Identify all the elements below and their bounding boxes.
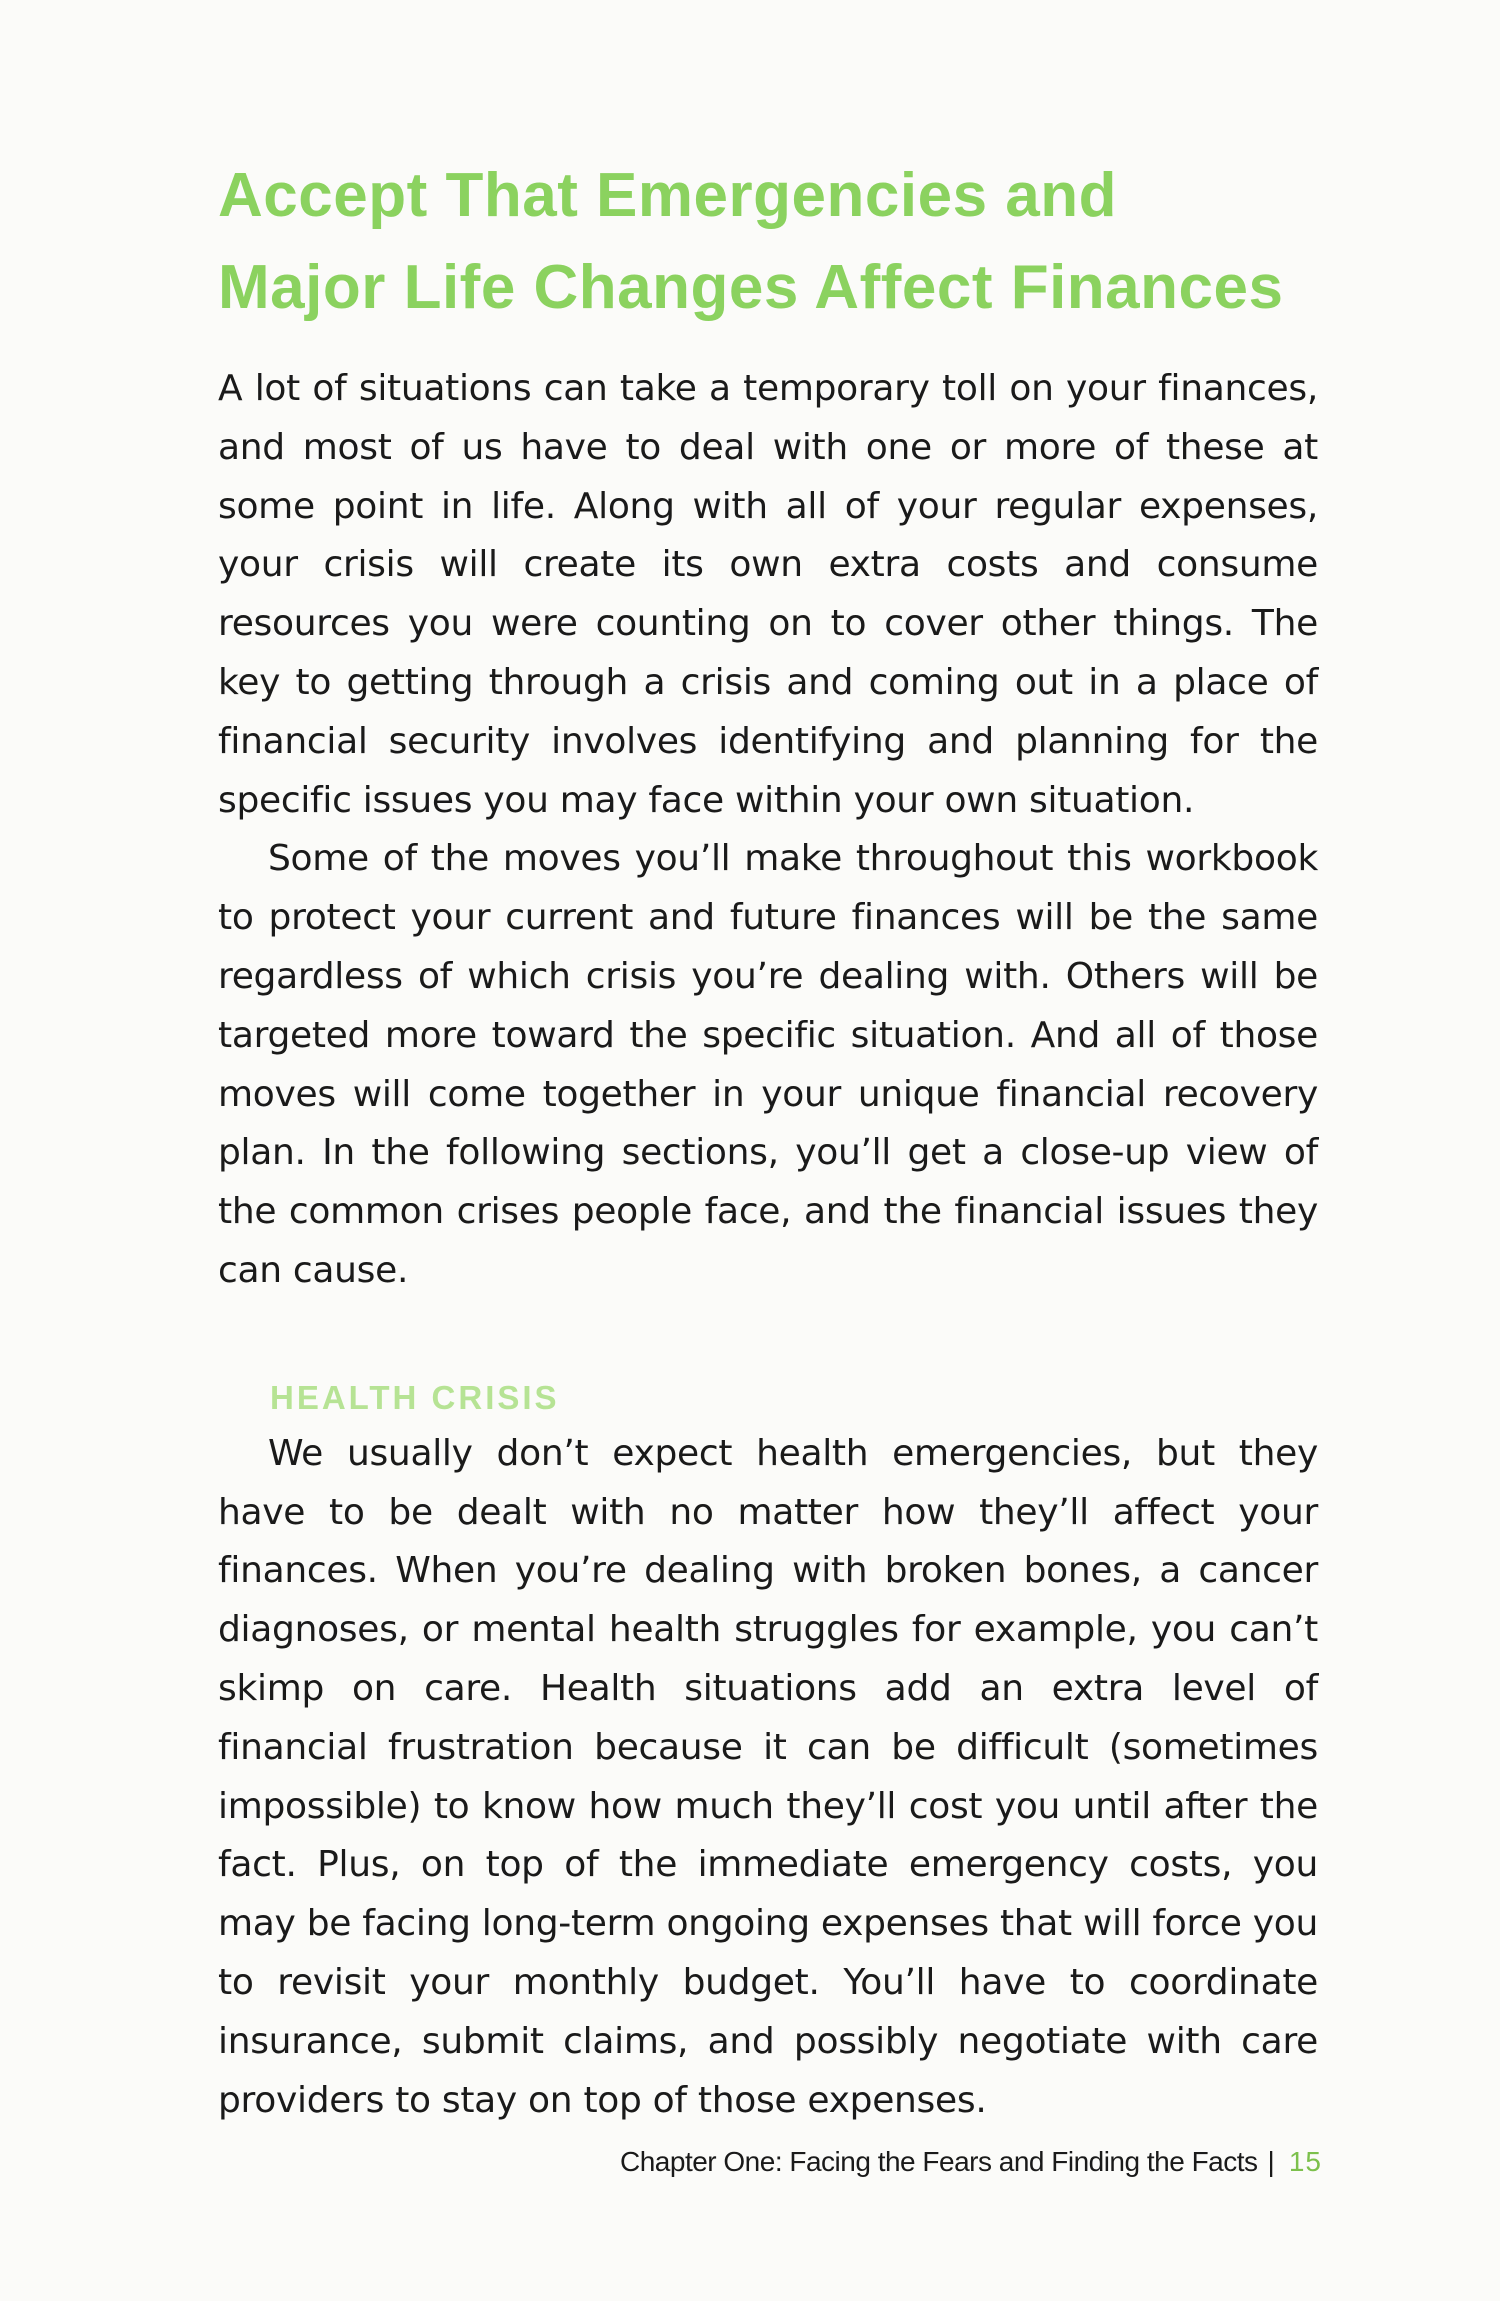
section-title-line-1: Accept That Emergencies and	[218, 161, 1117, 230]
footer-separator: |	[1267, 2146, 1275, 2177]
section-title-line-2: Major Life Changes Affect Finances	[218, 253, 1284, 322]
running-footer-chapter: Chapter One: Facing the Fears and Finding the Facts	[620, 2146, 1258, 2177]
body-paragraph: Some of the moves you’ll make throughout this workbook to protect your current and future finances will be the same regardless of which crisis you’re dealing with. Others will be targeted more toward the specific situation. And all of those moves will come together in your unique financial recovery plan. In the following sections, you’ll get a close-up view of the common crises people face, and the financial issues they can cause.	[218, 838, 1318, 1291]
section-title	[218, 150, 1318, 334]
page-footer	[620, 2142, 1320, 2182]
health-crisis-paragraph: We usually don’t expect health emergencies, but they have to be dealt with no matter how they’ll affect your finances. When you’re dealing with broken bones, a cancer diagnoses, or mental health struggles for example, you can’t skimp on care. Health situations add an extra level of financial frustration because it can be difficult (sometimes impossible) to know how much they’ll cost you until after the fact. Plus, on top of the immediate emergency costs, you may be facing long-term ongoing expenses that will force you to revisit your monthly budget. You’ll have to coordinate insurance, submit claims, and possibly negotiate with care providers to stay on top of those expenses.	[218, 1432, 1318, 2121]
page-content	[218, 150, 1318, 2130]
subsection-heading: HEALTH CRISIS	[270, 1378, 560, 1416]
intro-paragraph: A lot of situations can take a temporary toll on your finances, and most of us have to deal with one or more of these at some point in life. Along with all of your regular expenses, your crisis will create its own extra costs and consume resources you were counting on to cover other things. The key to getting through a crisis and coming out in a place of financial security involves identifying and planning for the specific issues you may face within your own situation.	[218, 368, 1318, 821]
page-number: 15	[1288, 2146, 1322, 2177]
